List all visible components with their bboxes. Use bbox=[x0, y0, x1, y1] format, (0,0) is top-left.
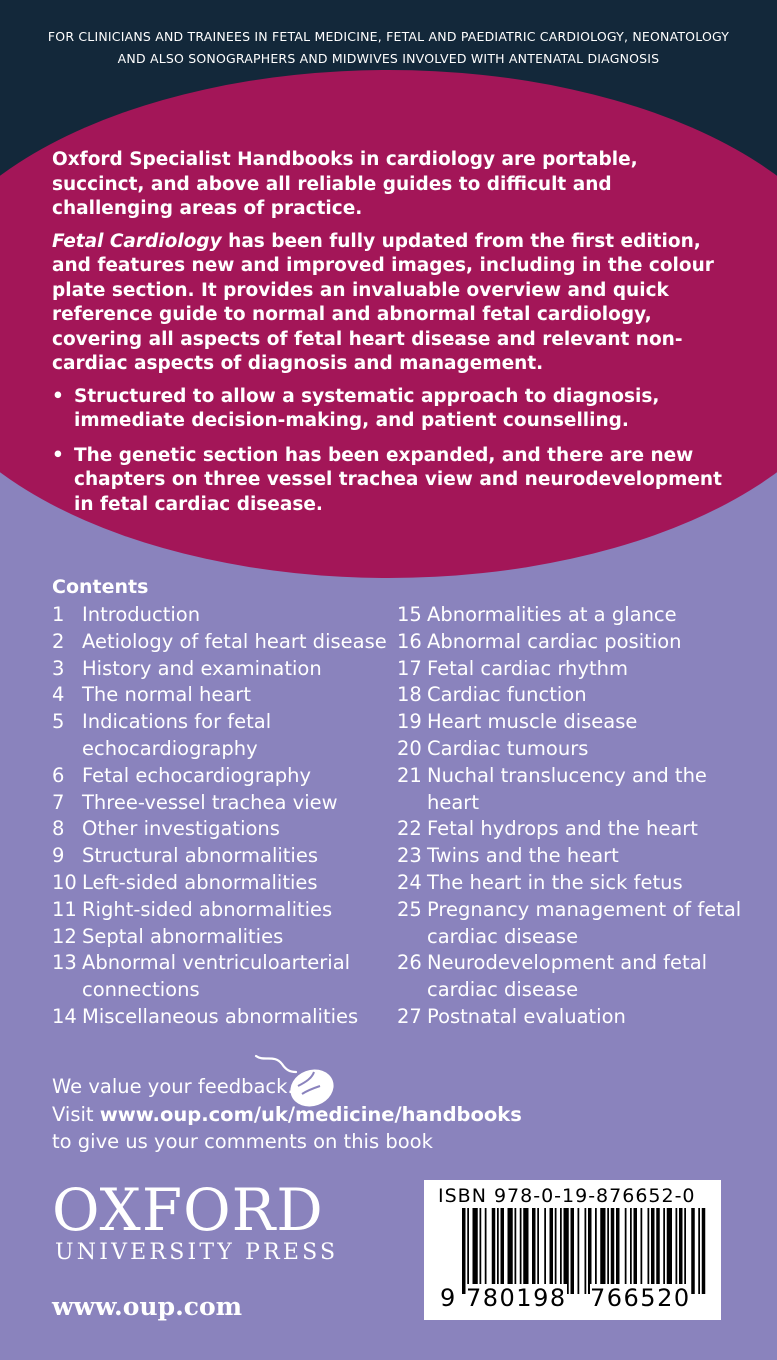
chapter-title: Cardiac function bbox=[427, 683, 587, 707]
toc-item bbox=[52, 843, 392, 870]
toc-item bbox=[397, 870, 742, 897]
barcode-bar bbox=[641, 1208, 643, 1294]
barcode-bar bbox=[625, 1208, 627, 1294]
feature-text: The genetic section has been expanded, and there are new chapters on three vessel trachea view and neurodevelopment in fetal cardiac disease. bbox=[74, 444, 722, 515]
toc-item bbox=[52, 790, 392, 817]
chapter-number: 6 bbox=[52, 763, 65, 787]
chapter-number: 19 bbox=[397, 710, 422, 734]
chapter-title: Cardiac tumours bbox=[427, 736, 589, 760]
barcode-left-digits: 780198 bbox=[466, 1284, 567, 1312]
barcode-bar bbox=[550, 1208, 554, 1294]
barcode-bar bbox=[485, 1208, 487, 1294]
barcode-bar bbox=[600, 1208, 605, 1294]
chapter-number: 10 bbox=[52, 870, 77, 894]
barcode-bar bbox=[702, 1208, 706, 1294]
barcode-bar bbox=[497, 1208, 499, 1294]
chapter-title: Postnatal evaluation bbox=[427, 1004, 626, 1028]
feature-item bbox=[52, 444, 732, 518]
barcode-bar bbox=[515, 1208, 517, 1294]
chapter-number: 7 bbox=[52, 790, 65, 814]
toc-item bbox=[397, 843, 742, 870]
toc-item bbox=[397, 950, 742, 1004]
barcode-bar bbox=[467, 1208, 469, 1294]
toc-item bbox=[397, 736, 742, 763]
chapter-title: Fetal cardiac rhythm bbox=[427, 656, 628, 680]
chapter-number: 18 bbox=[397, 683, 422, 707]
barcode-bar bbox=[571, 1208, 575, 1294]
barcode-bar bbox=[611, 1208, 615, 1294]
barcode-right-digits: 766520 bbox=[590, 1284, 691, 1312]
toc-item bbox=[52, 1004, 392, 1031]
barcode-bar bbox=[473, 1208, 478, 1294]
toc-item bbox=[52, 870, 392, 897]
feedback-line: We value your feedback. bbox=[52, 1075, 294, 1098]
chapter-title: Abnormalities at a glance bbox=[427, 603, 677, 626]
barcode-bar bbox=[462, 1208, 466, 1294]
handbooks-link[interactable]: www.oup.com/uk/medicine/handbooks bbox=[99, 1102, 522, 1126]
toc-item bbox=[52, 816, 392, 843]
feedback-visit-line bbox=[52, 1101, 522, 1129]
contents-column-right bbox=[397, 602, 742, 1031]
barcode-bar bbox=[698, 1208, 700, 1294]
audience-statement bbox=[0, 26, 777, 70]
barcode-bar bbox=[667, 1208, 672, 1294]
chapter-title: Neurodevelopment and fetal cardiac disease bbox=[427, 951, 708, 1002]
chapter-title: Pregnancy management of fetal cardiac disease bbox=[427, 897, 742, 948]
isbn-number: ISBN 978-0-19-876652-0 bbox=[438, 1185, 696, 1207]
toc-item bbox=[52, 924, 392, 951]
toc-item bbox=[397, 1004, 742, 1031]
feature-item bbox=[52, 385, 732, 434]
chapter-number: 26 bbox=[397, 951, 422, 975]
bullet-icon: • bbox=[52, 385, 64, 407]
barcode-bar bbox=[492, 1208, 496, 1294]
barcode-bar bbox=[616, 1208, 620, 1294]
chapter-title: Right-sided abnormalities bbox=[82, 897, 333, 921]
chapter-title: The normal heart bbox=[82, 683, 251, 707]
toc-item bbox=[397, 897, 742, 951]
isbn-barcode bbox=[424, 1180, 721, 1320]
barcode-bar bbox=[523, 1208, 528, 1294]
chapter-title: Nuchal translucency and the heart bbox=[427, 763, 707, 814]
chapter-number: 3 bbox=[52, 656, 65, 680]
chapter-title: Septal abnormalities bbox=[82, 924, 284, 948]
chapter-number: 23 bbox=[397, 844, 422, 868]
chapter-title: Heart muscle disease bbox=[427, 710, 638, 734]
blurb bbox=[52, 148, 732, 527]
chapter-title: Three-vessel trachea view bbox=[82, 790, 338, 814]
toc-item bbox=[397, 656, 742, 683]
chapter-title: Abnormal ventriculoarterial connections bbox=[82, 951, 351, 1002]
chapter-title: Aetiology of fetal heart disease bbox=[82, 629, 387, 653]
chapter-title: Twins and the heart bbox=[427, 844, 619, 868]
chapter-number: 27 bbox=[397, 1004, 422, 1028]
blurb-description-text: has been fully updated from the first edition, and features new and improved images, including in the colour plate section. It provides an invaluable overview and quick reference guide to normal and abnormal fetal cardiology, covering all aspects of fetal heart disease and relevant non-cardiac aspects of diagnosis and management. bbox=[52, 230, 714, 374]
barcode-bar bbox=[607, 1208, 609, 1294]
barcode-bar bbox=[676, 1208, 678, 1294]
toc-item bbox=[52, 763, 392, 790]
toc-item bbox=[397, 816, 742, 843]
blurb-description bbox=[52, 230, 732, 377]
barcode-bar bbox=[634, 1208, 638, 1294]
chapter-title: Indications for fetal echocardiography bbox=[82, 710, 272, 760]
oxford-logo: OXFORD bbox=[52, 1176, 324, 1244]
chapter-number: 25 bbox=[397, 897, 422, 921]
chapter-number: 13 bbox=[52, 951, 77, 975]
barcode-bar bbox=[532, 1208, 536, 1294]
toc-item bbox=[52, 629, 392, 656]
barcode-bar bbox=[648, 1208, 650, 1294]
toc-item bbox=[52, 656, 392, 683]
chapter-number: 20 bbox=[397, 736, 422, 760]
audience-line-1: FOR CLINICIANS AND TRAINEES IN FETAL MEDICINE, FETAL AND PAEDIATRIC CARDIOLOGY, NEONATOLOGY bbox=[47, 29, 730, 44]
chapter-number: 1 bbox=[52, 603, 65, 626]
chapter-number: 16 bbox=[397, 629, 422, 653]
barcode-bar bbox=[691, 1208, 695, 1294]
feedback-comments-line: to give us your comments on this book bbox=[52, 1130, 433, 1153]
chapter-number: 8 bbox=[52, 817, 65, 841]
chapter-number: 15 bbox=[397, 603, 422, 626]
barcode-bar bbox=[630, 1208, 632, 1294]
contents-heading: Contents bbox=[52, 576, 149, 598]
barcode-bar bbox=[651, 1208, 655, 1294]
toc-item bbox=[52, 709, 392, 763]
barcode-bar bbox=[595, 1208, 597, 1294]
chapter-title: Introduction bbox=[82, 603, 201, 626]
contents-column-left bbox=[52, 602, 392, 1031]
barcode-bar bbox=[544, 1208, 546, 1294]
barcode-bar bbox=[663, 1208, 665, 1294]
chapter-title: Structural abnormalities bbox=[82, 844, 318, 868]
chapter-title: Left-sided abnormalities bbox=[82, 870, 318, 894]
chapter-title: Fetal hydrops and the heart bbox=[427, 817, 698, 841]
chapter-number: 14 bbox=[52, 1004, 77, 1028]
barcode-bar bbox=[480, 1208, 482, 1294]
toc-item bbox=[52, 950, 392, 1004]
chapter-title: The heart in the sick fetus bbox=[427, 870, 683, 894]
bullet-icon: • bbox=[52, 444, 64, 466]
chapter-number: 21 bbox=[397, 763, 422, 787]
barcode-bar bbox=[560, 1208, 562, 1294]
audience-line-2: AND ALSO SONOGRAPHERS AND MIDWIVES INVOLVED WITH ANTENATAL DIAGNOSIS bbox=[117, 51, 660, 66]
toc-item bbox=[397, 629, 742, 656]
barcode-bar bbox=[656, 1208, 660, 1294]
chapter-number: 12 bbox=[52, 924, 77, 948]
chapter-number: 2 bbox=[52, 629, 65, 653]
barcode-bar bbox=[684, 1208, 686, 1294]
book-title: Fetal Cardiology bbox=[52, 230, 222, 252]
barcode-bar bbox=[520, 1208, 522, 1294]
chapter-title: Fetal echocardiography bbox=[82, 763, 312, 787]
feedback-section bbox=[52, 1073, 522, 1156]
chapter-title: Miscellaneous abnormalities bbox=[82, 1004, 359, 1028]
toc-item bbox=[397, 602, 742, 629]
barcode-bar bbox=[508, 1208, 513, 1294]
chapter-number: 4 bbox=[52, 683, 65, 707]
chapter-title: Abnormal cardiac position bbox=[427, 629, 682, 653]
toc-item bbox=[397, 709, 742, 736]
barcode-bar bbox=[679, 1208, 683, 1294]
chapter-title: History and examination bbox=[82, 656, 322, 680]
chapter-number: 24 bbox=[397, 870, 422, 894]
barcode-bar bbox=[501, 1208, 505, 1294]
barcode-bars bbox=[424, 1208, 721, 1296]
barcode-bar bbox=[585, 1208, 587, 1294]
barcode-lead-digit: 9 bbox=[440, 1284, 457, 1312]
barcode-bar bbox=[555, 1208, 557, 1294]
chapter-number: 17 bbox=[397, 656, 422, 680]
feature-text: Structured to allow a systematic approach to diagnosis, immediate decision-making, and patient counselling. bbox=[74, 385, 660, 431]
toc-item bbox=[397, 682, 742, 709]
chapter-number: 9 bbox=[52, 844, 65, 868]
toc-item bbox=[52, 602, 392, 629]
barcode-bar bbox=[588, 1208, 592, 1294]
toc-item bbox=[397, 763, 742, 817]
university-press-label: UNIVERSITY PRESS bbox=[55, 1240, 339, 1265]
toc-item bbox=[52, 682, 392, 709]
barcode-bar bbox=[578, 1208, 580, 1294]
chapter-title: Other investigations bbox=[82, 817, 280, 841]
barcode-bar bbox=[537, 1208, 539, 1294]
chapter-number: 22 bbox=[397, 817, 422, 841]
chapter-number: 11 bbox=[52, 897, 77, 921]
chapter-number: 5 bbox=[52, 710, 65, 734]
barcode-bar bbox=[564, 1208, 569, 1294]
visit-label: Visit bbox=[52, 1102, 100, 1126]
blurb-intro: Oxford Specialist Handbooks in cardiology are portable, succinct, and above all reliable guides to difficult and challenging areas of practice. bbox=[52, 149, 638, 219]
feature-list bbox=[52, 385, 732, 518]
publisher-website[interactable]: www.oup.com bbox=[52, 1292, 243, 1321]
toc-item bbox=[52, 897, 392, 924]
